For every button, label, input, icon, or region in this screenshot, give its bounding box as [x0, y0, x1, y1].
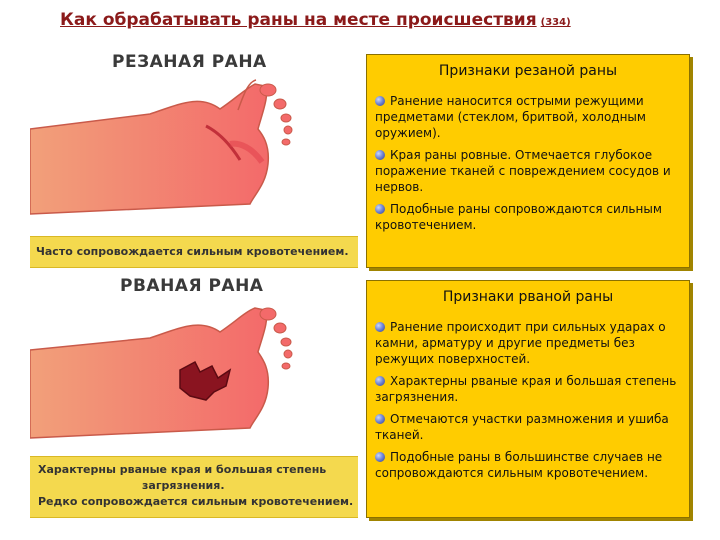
title-ref: (334)	[540, 17, 571, 28]
torn-caption-line-1: Характерны рваные края и большая степень	[38, 463, 327, 476]
torn-signs-box	[366, 280, 690, 518]
title-text: Как обрабатывать раны на месте происшествия	[60, 10, 537, 30]
cut-wound-heading: РЕЗАНАЯ РАНА	[112, 52, 267, 72]
list-item: Отмечаются участки размножения и ушиба тканей.	[375, 412, 669, 442]
cut-signs-box	[366, 54, 690, 268]
cut-caption-strip	[30, 236, 358, 268]
bullet-icon	[375, 150, 385, 160]
list-item: Края раны ровные. Отмечается глубокое поражение тканей с повреждением сосудов и нервов.	[375, 148, 671, 194]
list-item: Ранение происходит при сильных ударах о камни, арматуру и другие предметы без режущих поверхностей.	[375, 320, 666, 366]
cut-caption-text: Часто сопровождается сильным кровотечением.	[36, 245, 349, 258]
list-item: Подобные раны в большинстве случаев не сопровождаются сильным кровотечением.	[375, 450, 663, 480]
bullet-icon	[375, 96, 385, 106]
cut-wound-panel	[30, 44, 358, 274]
torn-signs-title: Признаки рваной раны	[442, 289, 614, 305]
list-item: Характерны рваные края и большая степень загрязнения.	[375, 374, 677, 404]
bullet-icon	[375, 414, 385, 424]
page-title	[60, 10, 700, 30]
torn-foot-illustration	[30, 300, 358, 455]
bullet-icon	[375, 452, 385, 462]
cut-signs-title: Признаки резаной раны	[438, 63, 618, 79]
torn-caption-line-3: Редко сопровождается сильным кровотечением.	[38, 495, 354, 508]
torn-caption-line-2: загрязнения.	[142, 479, 225, 492]
list-item: Ранение наносится острыми режущими предметами (стеклом, бритвой, холодным оружием).	[375, 94, 646, 140]
list-item: Подобные раны сопровождаются сильным кровотечением.	[375, 202, 662, 232]
bullet-icon	[375, 204, 385, 214]
torn-wound-panel	[30, 272, 358, 517]
bullet-icon	[375, 322, 385, 332]
torn-caption-strip	[30, 456, 358, 518]
torn-wound-heading: РВАНАЯ РАНА	[120, 276, 264, 296]
bullet-icon	[375, 376, 385, 386]
